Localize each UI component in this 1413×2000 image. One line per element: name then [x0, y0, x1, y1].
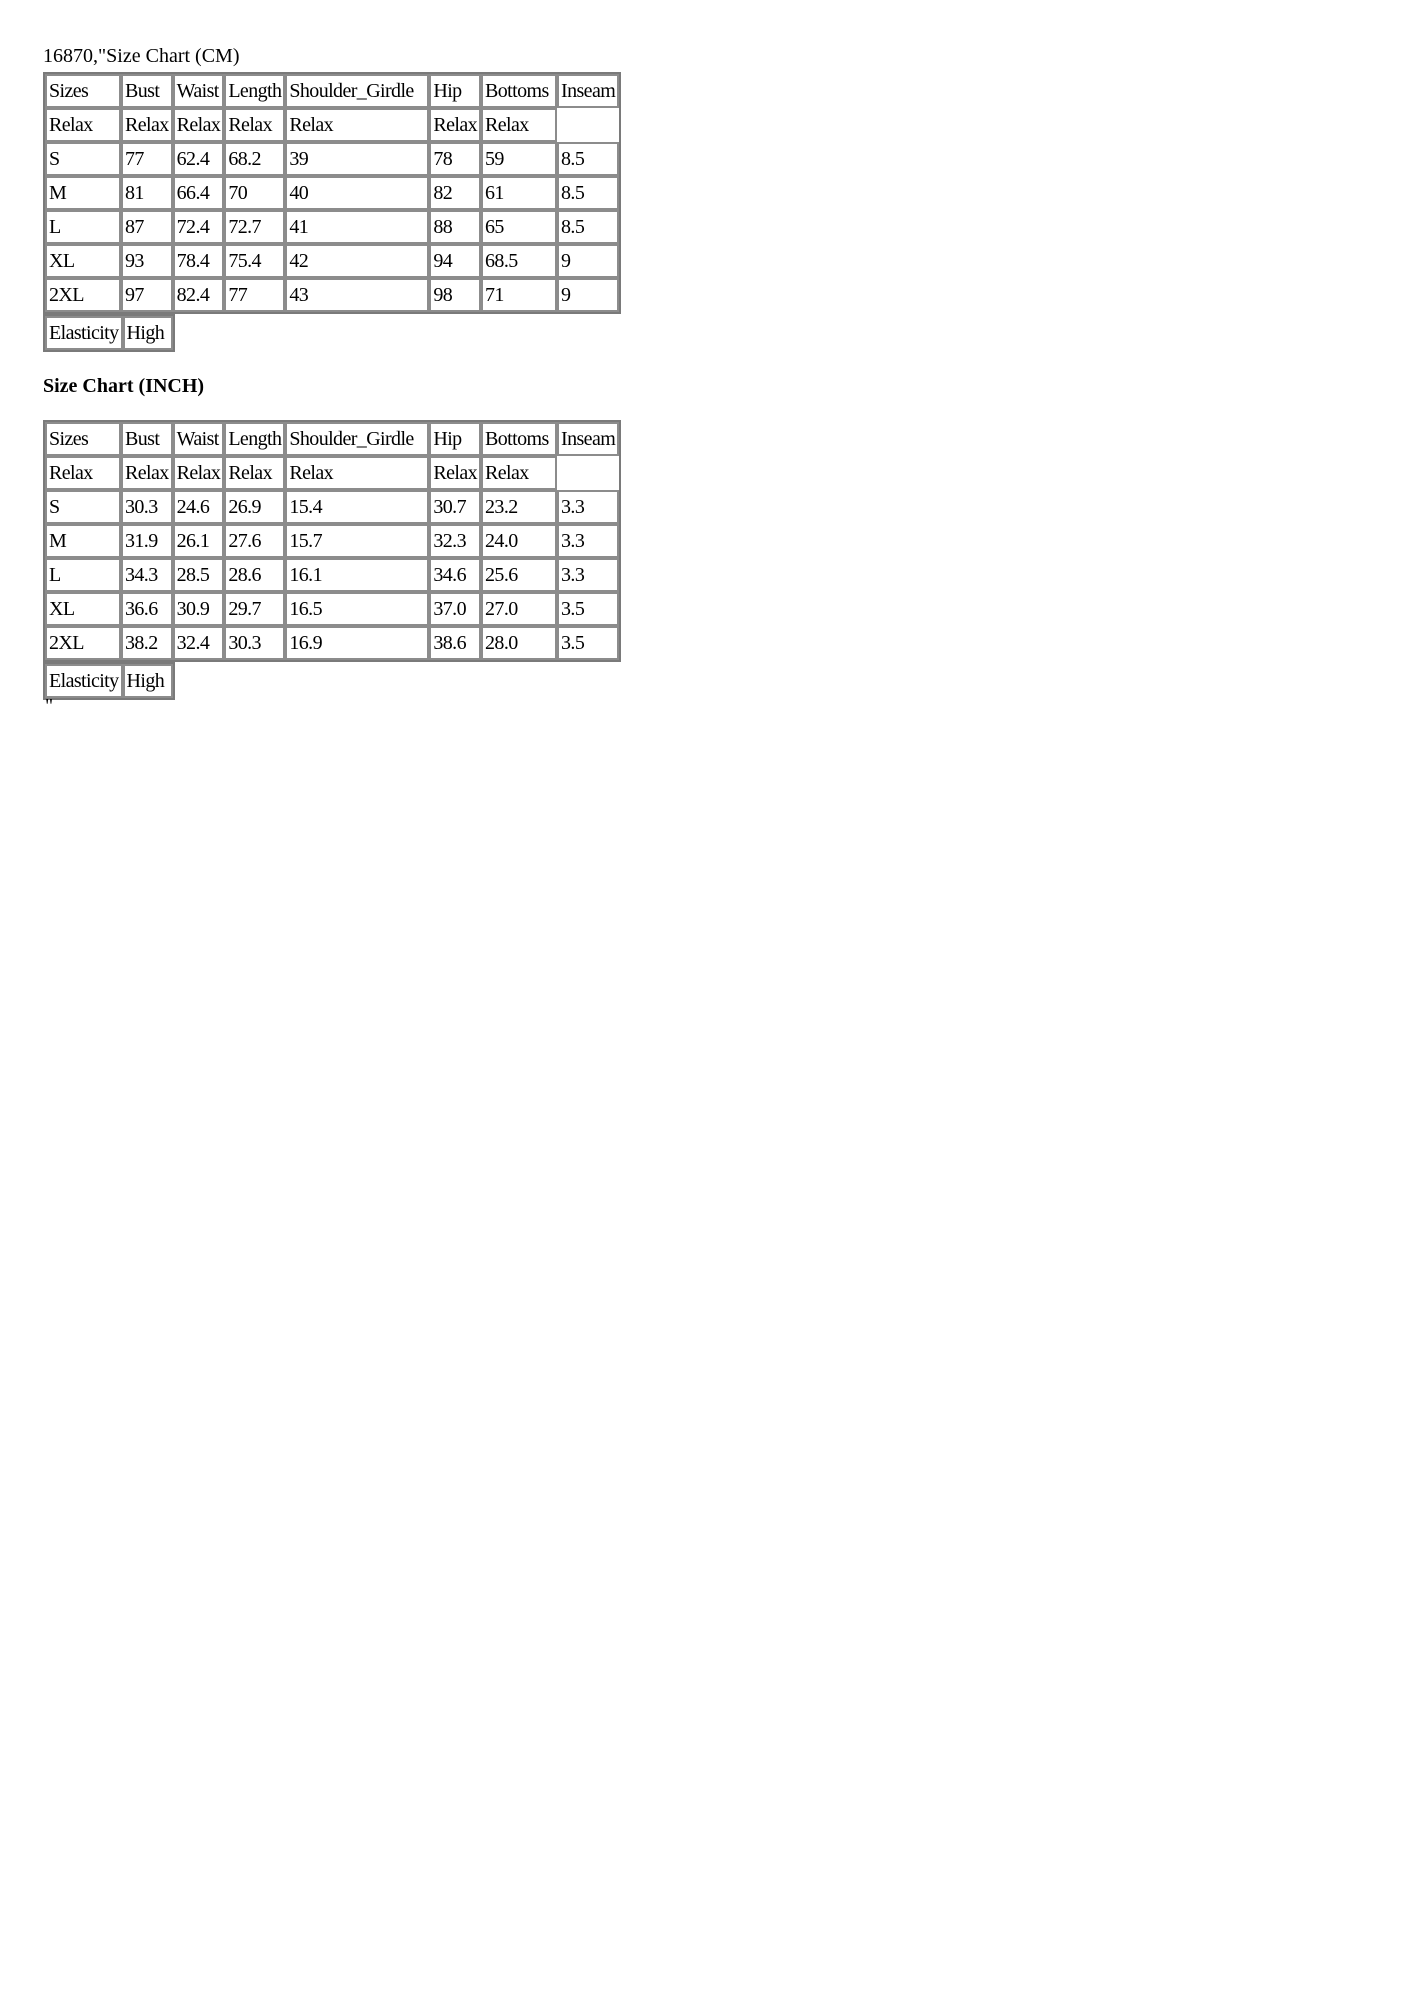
table-cell: Relax	[173, 456, 225, 490]
table-cell: 72.7	[224, 210, 285, 244]
table-cell: 30.3	[224, 626, 285, 660]
table-cell: 31.9	[121, 524, 173, 558]
table-cell: Bottoms	[481, 74, 557, 108]
table-cell: 82	[429, 176, 481, 210]
inch-chart-title: Size Chart (INCH)	[43, 375, 205, 397]
table-cell: 78.4	[173, 244, 225, 278]
table-cell: Relax	[173, 108, 225, 142]
table-cell: 82.4	[173, 278, 225, 312]
table-cell: 41	[285, 210, 429, 244]
elasticity-label: Elasticity	[45, 316, 123, 350]
elasticity-row	[45, 316, 173, 350]
table-cell: 27.6	[224, 524, 285, 558]
table-cell: S	[45, 142, 121, 176]
table-cell: 43	[285, 278, 429, 312]
table-cell: 37.0	[429, 592, 481, 626]
table-cell: 2XL	[45, 278, 121, 312]
table-cell: M	[45, 176, 121, 210]
table-cell: 27.0	[481, 592, 557, 626]
table-cell: Relax	[481, 456, 557, 490]
table-row	[45, 558, 619, 592]
table-cell: Hip	[429, 74, 481, 108]
table-cell: S	[45, 490, 121, 524]
table-cell: 16.9	[285, 626, 429, 660]
size-chart-cm-table	[43, 72, 621, 314]
table-cell: 94	[429, 244, 481, 278]
table-cell: 3.3	[557, 524, 619, 558]
table-cell: 71	[481, 278, 557, 312]
table-cell: Inseam	[557, 422, 619, 456]
table-cell: 30.3	[121, 490, 173, 524]
table-cell: 16.1	[285, 558, 429, 592]
table-cell: 38.6	[429, 626, 481, 660]
table-cell: Length	[224, 74, 285, 108]
relax-row	[45, 108, 619, 142]
table-cell: Relax	[45, 108, 121, 142]
table-cell: 65	[481, 210, 557, 244]
document-page	[43, 40, 1243, 717]
table-row	[45, 278, 619, 312]
table-cell: 28.5	[173, 558, 225, 592]
table-cell: 28.0	[481, 626, 557, 660]
table-cell: Bottoms	[481, 422, 557, 456]
table-row	[45, 626, 619, 660]
table-cell: 2XL	[45, 626, 121, 660]
table-cell: 25.6	[481, 558, 557, 592]
table-cell: Relax	[45, 456, 121, 490]
table-cell: Inseam	[557, 74, 619, 108]
table-cell: L	[45, 210, 121, 244]
table-cell: 34.3	[121, 558, 173, 592]
document-heading: 16870,"Size Chart (CM)	[43, 45, 240, 67]
table-cell: L	[45, 558, 121, 592]
relax-row	[45, 456, 619, 490]
table-cell: 68.5	[481, 244, 557, 278]
table-cell: 24.6	[173, 490, 225, 524]
table-cell: 77	[224, 278, 285, 312]
table-cell: 77	[121, 142, 173, 176]
table-cell: 24.0	[481, 524, 557, 558]
table-cell	[557, 456, 619, 490]
table-row	[45, 592, 619, 626]
table-cell: 36.6	[121, 592, 173, 626]
table-cell: XL	[45, 592, 121, 626]
table-cell: 34.6	[429, 558, 481, 592]
table-cell: Relax	[285, 108, 429, 142]
table-cell: 3.3	[557, 490, 619, 524]
table-cell: 8.5	[557, 176, 619, 210]
table-cell: 42	[285, 244, 429, 278]
table-cell: Sizes	[45, 74, 121, 108]
table-cell: 3.5	[557, 626, 619, 660]
table-cell: 15.7	[285, 524, 429, 558]
table-cell: Relax	[224, 108, 285, 142]
table-cell: 66.4	[173, 176, 225, 210]
table-row	[45, 176, 619, 210]
table-cell: 15.4	[285, 490, 429, 524]
table-cell: 9	[557, 244, 619, 278]
table-cell: Shoulder_Girdle	[285, 422, 429, 456]
table-cell: 97	[121, 278, 173, 312]
table-cell: 40	[285, 176, 429, 210]
table-row	[45, 142, 619, 176]
table-cell: 81	[121, 176, 173, 210]
table-row	[45, 244, 619, 278]
header-row	[45, 422, 619, 456]
table-cell: 59	[481, 142, 557, 176]
elasticity-inch-table	[43, 662, 175, 700]
table-cell: Hip	[429, 422, 481, 456]
table-cell: Length	[224, 422, 285, 456]
elasticity-cm-table	[43, 314, 175, 352]
table-cell: 9	[557, 278, 619, 312]
table-cell: 16.5	[285, 592, 429, 626]
table-cell: 28.6	[224, 558, 285, 592]
table-cell: Waist	[173, 74, 225, 108]
table-row	[45, 524, 619, 558]
table-cell: 87	[121, 210, 173, 244]
header-row	[45, 74, 619, 108]
table-cell: 72.4	[173, 210, 225, 244]
table-cell: Relax	[121, 108, 173, 142]
elasticity-value: High	[123, 664, 173, 698]
table-cell: 30.9	[173, 592, 225, 626]
size-chart-inch-table	[43, 420, 621, 662]
table-cell: Relax	[121, 456, 173, 490]
table-row	[45, 210, 619, 244]
table-cell: 98	[429, 278, 481, 312]
table-cell: 70	[224, 176, 285, 210]
table-cell: 61	[481, 176, 557, 210]
table-cell: Bust	[121, 422, 173, 456]
table-cell: 23.2	[481, 490, 557, 524]
table-cell: 26.1	[173, 524, 225, 558]
table-row	[45, 490, 619, 524]
table-cell: 3.5	[557, 592, 619, 626]
table-cell: 93	[121, 244, 173, 278]
table-cell: 8.5	[557, 142, 619, 176]
table-cell: M	[45, 524, 121, 558]
table-cell: XL	[45, 244, 121, 278]
table-cell: 30.7	[429, 490, 481, 524]
table-cell: Relax	[429, 456, 481, 490]
table-cell: 26.9	[224, 490, 285, 524]
table-cell: Shoulder_Girdle	[285, 74, 429, 108]
table-cell: 3.3	[557, 558, 619, 592]
elasticity-value: High	[123, 316, 173, 350]
table-cell: Relax	[481, 108, 557, 142]
table-cell: 32.4	[173, 626, 225, 660]
elasticity-row	[45, 664, 173, 698]
table-cell: 29.7	[224, 592, 285, 626]
table-cell: 75.4	[224, 244, 285, 278]
table-cell: 32.3	[429, 524, 481, 558]
closing-quote: "	[45, 695, 54, 717]
elasticity-label: Elasticity	[45, 664, 123, 698]
table-cell	[557, 108, 619, 142]
table-cell: Relax	[224, 456, 285, 490]
table-cell: Bust	[121, 74, 173, 108]
table-cell: Relax	[285, 456, 429, 490]
table-cell: Relax	[429, 108, 481, 142]
table-cell: 78	[429, 142, 481, 176]
table-cell: Sizes	[45, 422, 121, 456]
table-cell: 68.2	[224, 142, 285, 176]
table-cell: 39	[285, 142, 429, 176]
table-cell: 38.2	[121, 626, 173, 660]
table-cell: Waist	[173, 422, 225, 456]
table-cell: 62.4	[173, 142, 225, 176]
table-cell: 88	[429, 210, 481, 244]
table-cell: 8.5	[557, 210, 619, 244]
